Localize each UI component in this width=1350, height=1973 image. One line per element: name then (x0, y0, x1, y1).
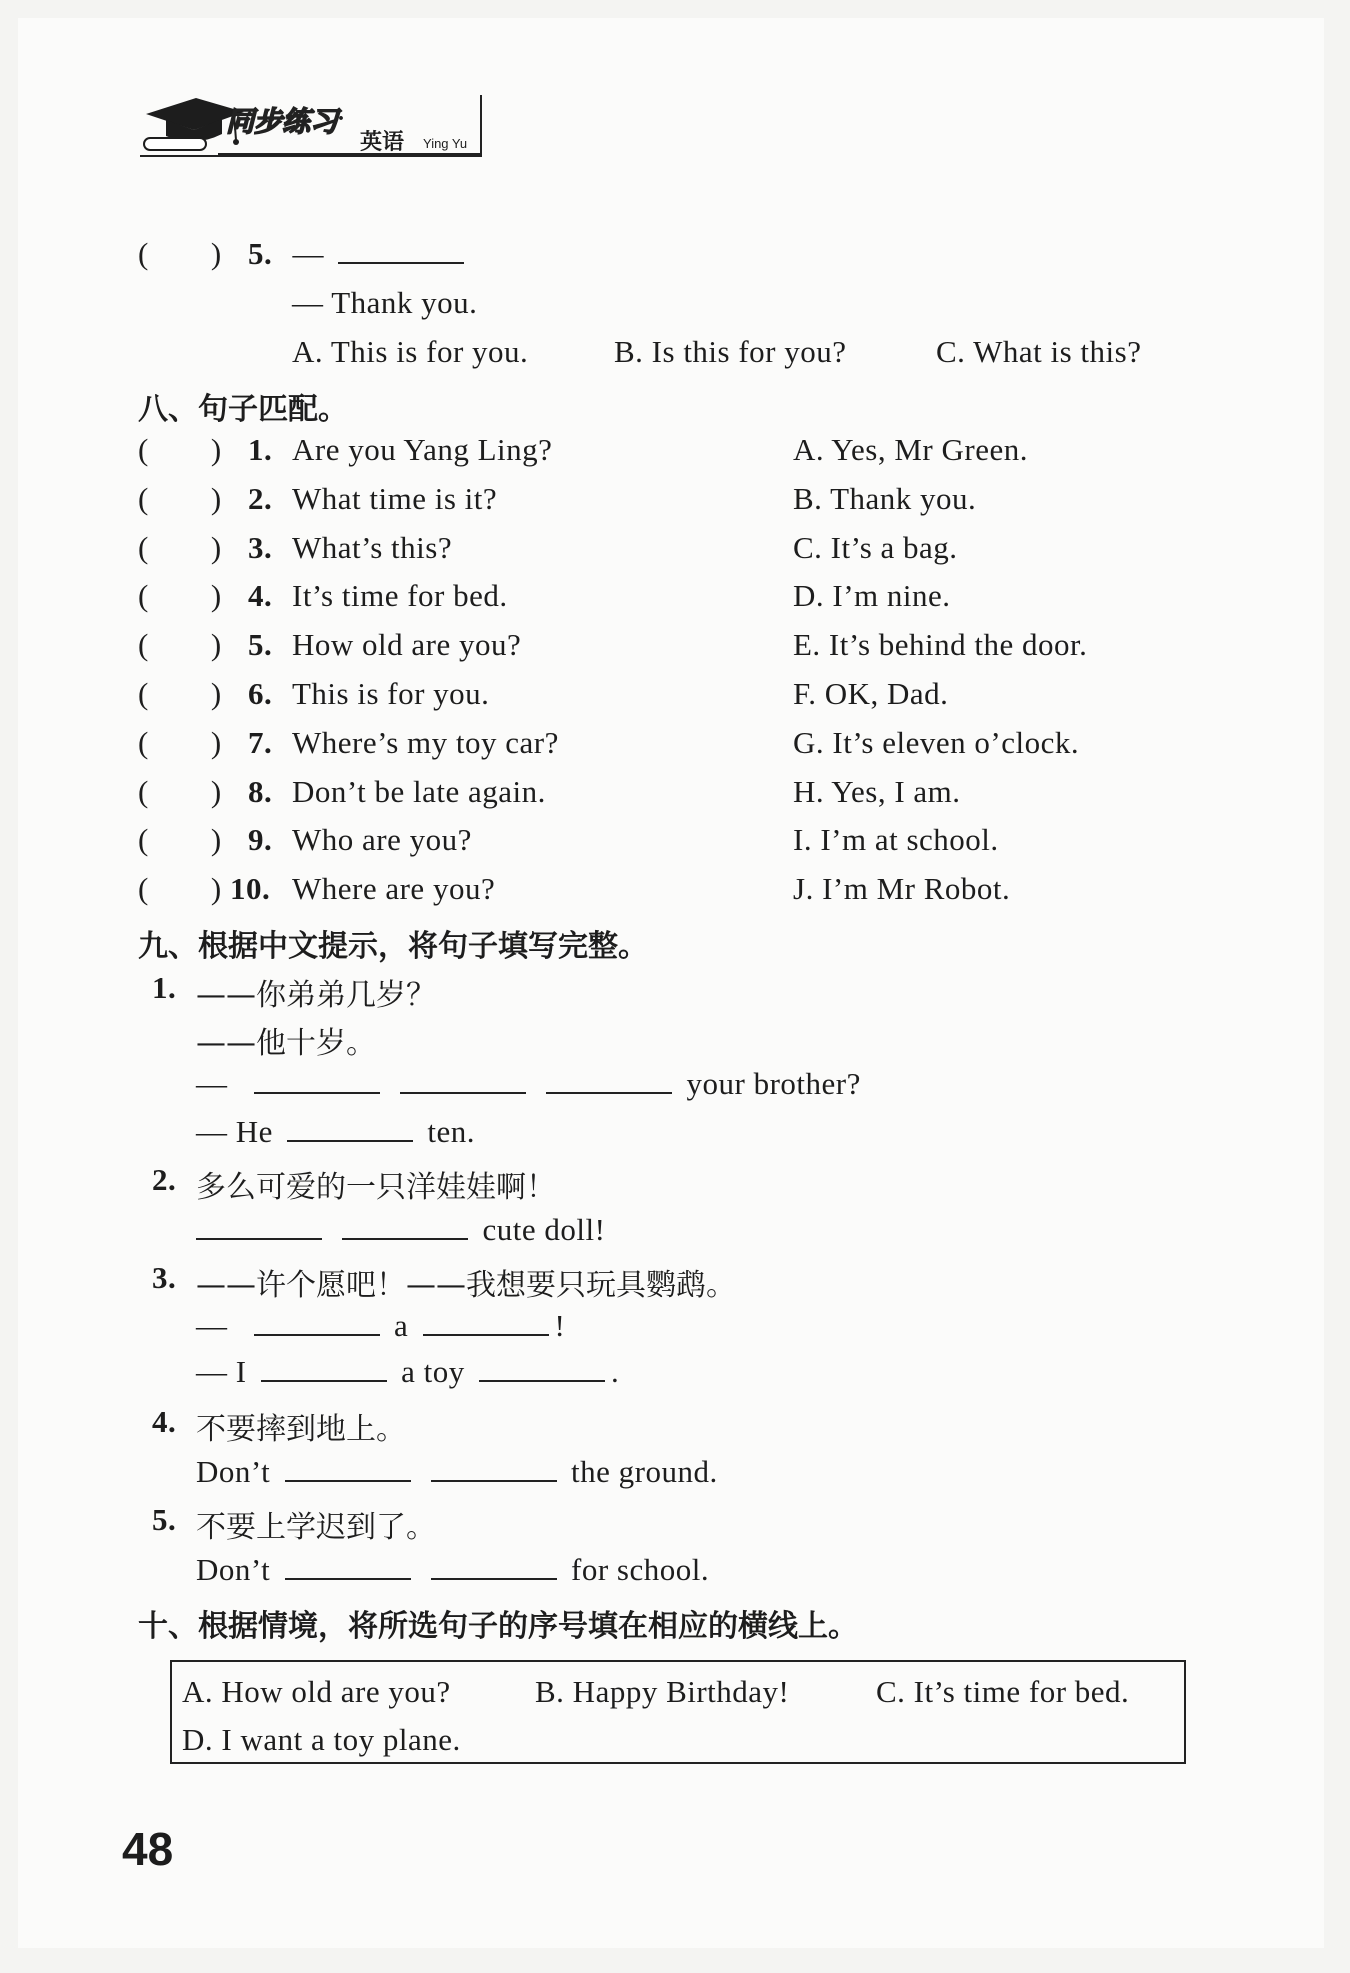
item-3-chinese: ——许个愿吧！——我想要只玩具鹦鹉。 (196, 1268, 736, 1303)
item-5-line: Don’t for school. (196, 1552, 710, 1587)
question-number: 9. (248, 822, 273, 857)
item-3-question-line: — a ! (196, 1308, 566, 1343)
page-number: 48 (122, 1823, 174, 1875)
logo-dot: · (337, 106, 346, 132)
item-5-chinese: 不要上学迟到了。 (196, 1510, 436, 1545)
answer-bracket[interactable]: ( ) (138, 530, 222, 565)
question-number: 8. (248, 774, 273, 809)
item-2-line: cute doll! (196, 1212, 605, 1248)
option-a: A. This is for you. (292, 334, 529, 369)
item-4-line: Don’t the ground. (196, 1454, 718, 1489)
choice-c: C. It’s time for bed. (876, 1674, 1130, 1709)
question-text: What’s this? (292, 530, 453, 565)
question-text: Where’s my toy car? (292, 725, 559, 760)
answer-option: D. I’m nine. (793, 578, 951, 613)
answer-option: G. It’s eleven o’clock. (793, 725, 1080, 760)
answer-bracket[interactable]: ( ) (138, 871, 222, 906)
answer-option: F. OK, Dad. (793, 676, 949, 711)
item-4-number: 4. (152, 1404, 177, 1439)
answer-bracket[interactable]: ( ) (138, 627, 222, 662)
section-10-title: 十、根据情境，将所选句子的序号填在相应的横线上。 (138, 1609, 858, 1644)
question-text: Don’t be late again. (292, 774, 546, 809)
question-5-reply: — Thank you. (292, 285, 478, 320)
answer-option: C. It’s a bag. (793, 530, 958, 565)
section-8-title: 八、句子匹配。 (138, 392, 348, 427)
question-text: Where are you? (292, 871, 496, 906)
answer-blank[interactable] (431, 1454, 557, 1482)
answer-blank[interactable] (423, 1308, 549, 1336)
item-1-question-line: — your brother? (196, 1066, 861, 1101)
question-number: 7. (248, 725, 273, 760)
question-text: Are you Yang Ling? (292, 432, 553, 467)
choice-b: B. Happy Birthday! (535, 1674, 790, 1709)
option-c: C. What is this? (936, 334, 1142, 369)
question-text: Who are you? (292, 822, 472, 857)
subject-label: 英语 (360, 130, 405, 155)
question-text: This is for you. (292, 676, 490, 711)
question-number: 10. (230, 871, 271, 906)
answer-option: A. Yes, Mr Green. (793, 432, 1028, 467)
section-9-title: 九、根据中文提示，将句子填写完整。 (138, 929, 648, 964)
answer-option: J. I’m Mr Robot. (793, 871, 1011, 906)
answer-blank[interactable] (261, 1354, 387, 1382)
subject-pinyin: Ying Yu (423, 136, 468, 151)
answer-blank[interactable] (546, 1066, 672, 1094)
answer-option: B. Thank you. (793, 481, 977, 516)
answer-blank[interactable] (431, 1552, 557, 1580)
answer-option: E. It’s behind the door. (793, 627, 1088, 662)
question-number: 2. (248, 481, 273, 516)
question-5: 5. — (248, 236, 470, 272)
question-number: 5. (248, 627, 273, 662)
answer-bracket[interactable]: ( ) (138, 725, 222, 760)
question-text: How old are you? (292, 627, 522, 662)
answer-blank[interactable] (338, 236, 464, 264)
answer-bracket[interactable]: ( ) (138, 676, 222, 711)
question-text: What time is it? (292, 481, 498, 516)
question-text: It’s time for bed. (292, 578, 508, 613)
choice-d: D. I want a toy plane. (182, 1722, 461, 1757)
answer-blank[interactable] (254, 1308, 380, 1336)
item-4-chinese: 不要摔到地上。 (196, 1412, 406, 1447)
answer-blank[interactable] (342, 1212, 468, 1240)
question-number: 6. (248, 676, 273, 711)
option-b: B. Is this for you? (614, 334, 847, 369)
item-1-chinese-a: ——他十岁。 (196, 1026, 376, 1061)
item-2-number: 2. (152, 1162, 177, 1197)
answer-blank[interactable] (479, 1354, 605, 1382)
answer-bracket[interactable]: ( ) (138, 236, 222, 271)
answer-blank[interactable] (287, 1114, 413, 1142)
answer-bracket[interactable]: ( ) (138, 432, 222, 467)
item-3-number: 3. (152, 1260, 177, 1295)
item-2-chinese: 多么可爱的一只洋娃娃啊！ (196, 1170, 556, 1205)
answer-bracket[interactable]: ( ) (138, 774, 222, 809)
answer-bracket[interactable]: ( ) (138, 578, 222, 613)
answer-blank[interactable] (285, 1552, 411, 1580)
question-number: 1. (248, 432, 273, 467)
answer-bracket[interactable]: ( ) (138, 822, 222, 857)
item-1-answer-line: — He ten. (196, 1114, 476, 1149)
series-logo: 同步练习 (226, 105, 339, 138)
item-1-chinese-q: ——你弟弟几岁？ (196, 978, 436, 1013)
item-1-number: 1. (152, 970, 177, 1005)
item-5-number: 5. (152, 1502, 177, 1537)
question-number: 3. (248, 530, 273, 565)
answer-blank[interactable] (285, 1454, 411, 1482)
question-number: 4. (248, 578, 273, 613)
answer-bracket[interactable]: ( ) (138, 481, 222, 516)
header-underline (140, 155, 482, 157)
answer-option: H. Yes, I am. (793, 774, 961, 809)
answer-option: I. I’m at school. (793, 822, 999, 857)
answer-blank[interactable] (400, 1066, 526, 1094)
item-3-answer-line: — I a toy . (196, 1354, 620, 1389)
choice-a: A. How old are you? (182, 1674, 451, 1709)
answer-blank[interactable] (196, 1212, 322, 1240)
answer-blank[interactable] (254, 1066, 380, 1094)
